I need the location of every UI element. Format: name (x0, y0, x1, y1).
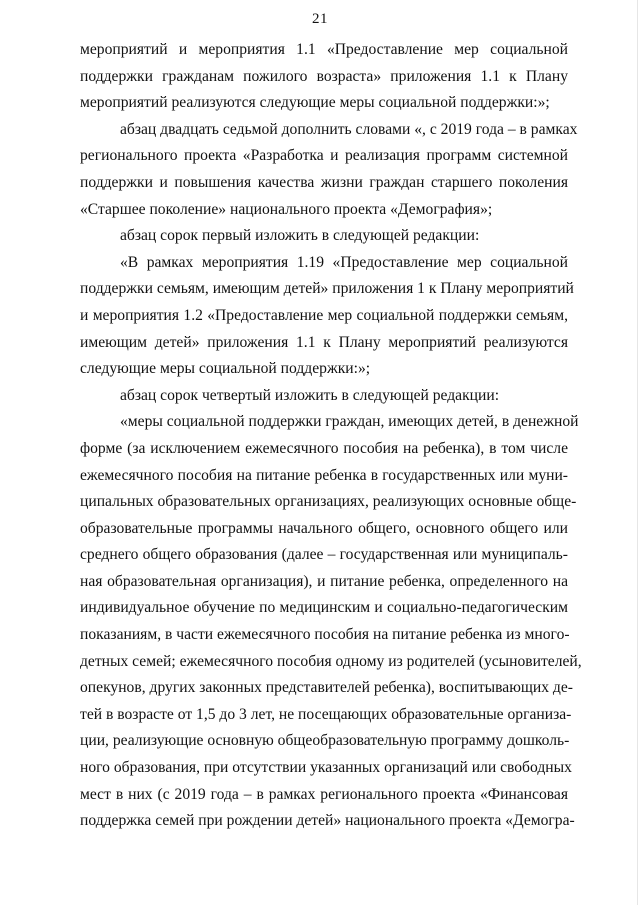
text-line: «меры социальной поддержки граждан, имеющих детей, в денежной (120, 413, 579, 431)
text-line: абзац сорок четвертый изложить в следующей редакции: (120, 386, 500, 404)
scan-edge-mark (637, 0, 638, 905)
text-line: поддержки гражданам пожилого возраста» приложения 1.1 к Плану (80, 67, 568, 85)
text-line: детных семей; ежемесячного пособия одному из родителей (усыновителей, (80, 652, 582, 670)
text-line: имеющим детей» приложения 1.1 к Плану мероприятий реализуются (80, 333, 568, 351)
text-line: и мероприятия 1.2 «Предоставление мер социальной поддержки семьям, (80, 306, 568, 324)
text-line: мероприятий и мероприятия 1.1 «Предоставление мер социальной (80, 41, 568, 58)
text-line: опекунов, других законных представителей ребенка), воспитывающих де- (80, 679, 573, 697)
document-body (80, 37, 582, 835)
text-line: ная образовательная организация), и питание ребенка, определенного на (80, 572, 568, 590)
text-line: поддержка семей при рождении детей» национального проекта «Демогра- (80, 812, 575, 830)
text-line: мест в них (с 2019 года – в рамках регионального проекта «Финансовая (80, 785, 568, 803)
text-line: следующие меры социальной поддержки:»; (80, 360, 371, 378)
text-line: «В рамках мероприятия 1.19 «Предоставление мер социальной (120, 253, 568, 271)
text-line: мероприятий реализуются следующие меры социальной поддержки:»; (80, 94, 550, 112)
text-line: абзац сорок первый изложить в следующей редакции: (120, 227, 480, 245)
text-line: среднего общего образования (далее – государственная или муниципаль- (80, 546, 568, 564)
text-line: образовательные программы начального общего, основного общего или (80, 519, 568, 537)
text-line: поддержки семьям, имеющим детей» приложения 1 к Плану мероприятий (80, 280, 574, 298)
text-line: показаниям, в части ежемесячного пособия на питание ребенка из много- (80, 626, 570, 644)
text-line: ежемесячного пособия на питание ребенка в государственных или муни- (80, 466, 568, 484)
text-line: форме (за исключением ежемесячного пособия на ребенка), в том числе (80, 439, 568, 457)
page-number: 21 (312, 11, 328, 27)
text-line: «Старшее поколение» национального проекта «Демография»; (80, 200, 493, 218)
text-line: абзац двадцать седьмой дополнить словами «, с 2019 года – в рамках (120, 120, 578, 138)
text-line: поддержки и повышения качества жизни граждан старшего поколения (80, 173, 568, 191)
text-line: ципальных образовательных организациях, реализующих основные обще- (80, 493, 577, 511)
text-line: регионального проекта «Разработка и реализация программ системной (80, 147, 568, 165)
text-line: индивидуальное обучение по медицинским и социально-педагогическим (80, 599, 568, 617)
text-line: ного образования, при отсутствии указанных организаций или свободных (80, 759, 572, 777)
text-line: ции, реализующие основную общеобразовательную программу дошколь- (80, 732, 570, 750)
text-line: тей в возрасте от 1,5 до 3 лет, не посещающих образовательные организа- (80, 705, 572, 723)
